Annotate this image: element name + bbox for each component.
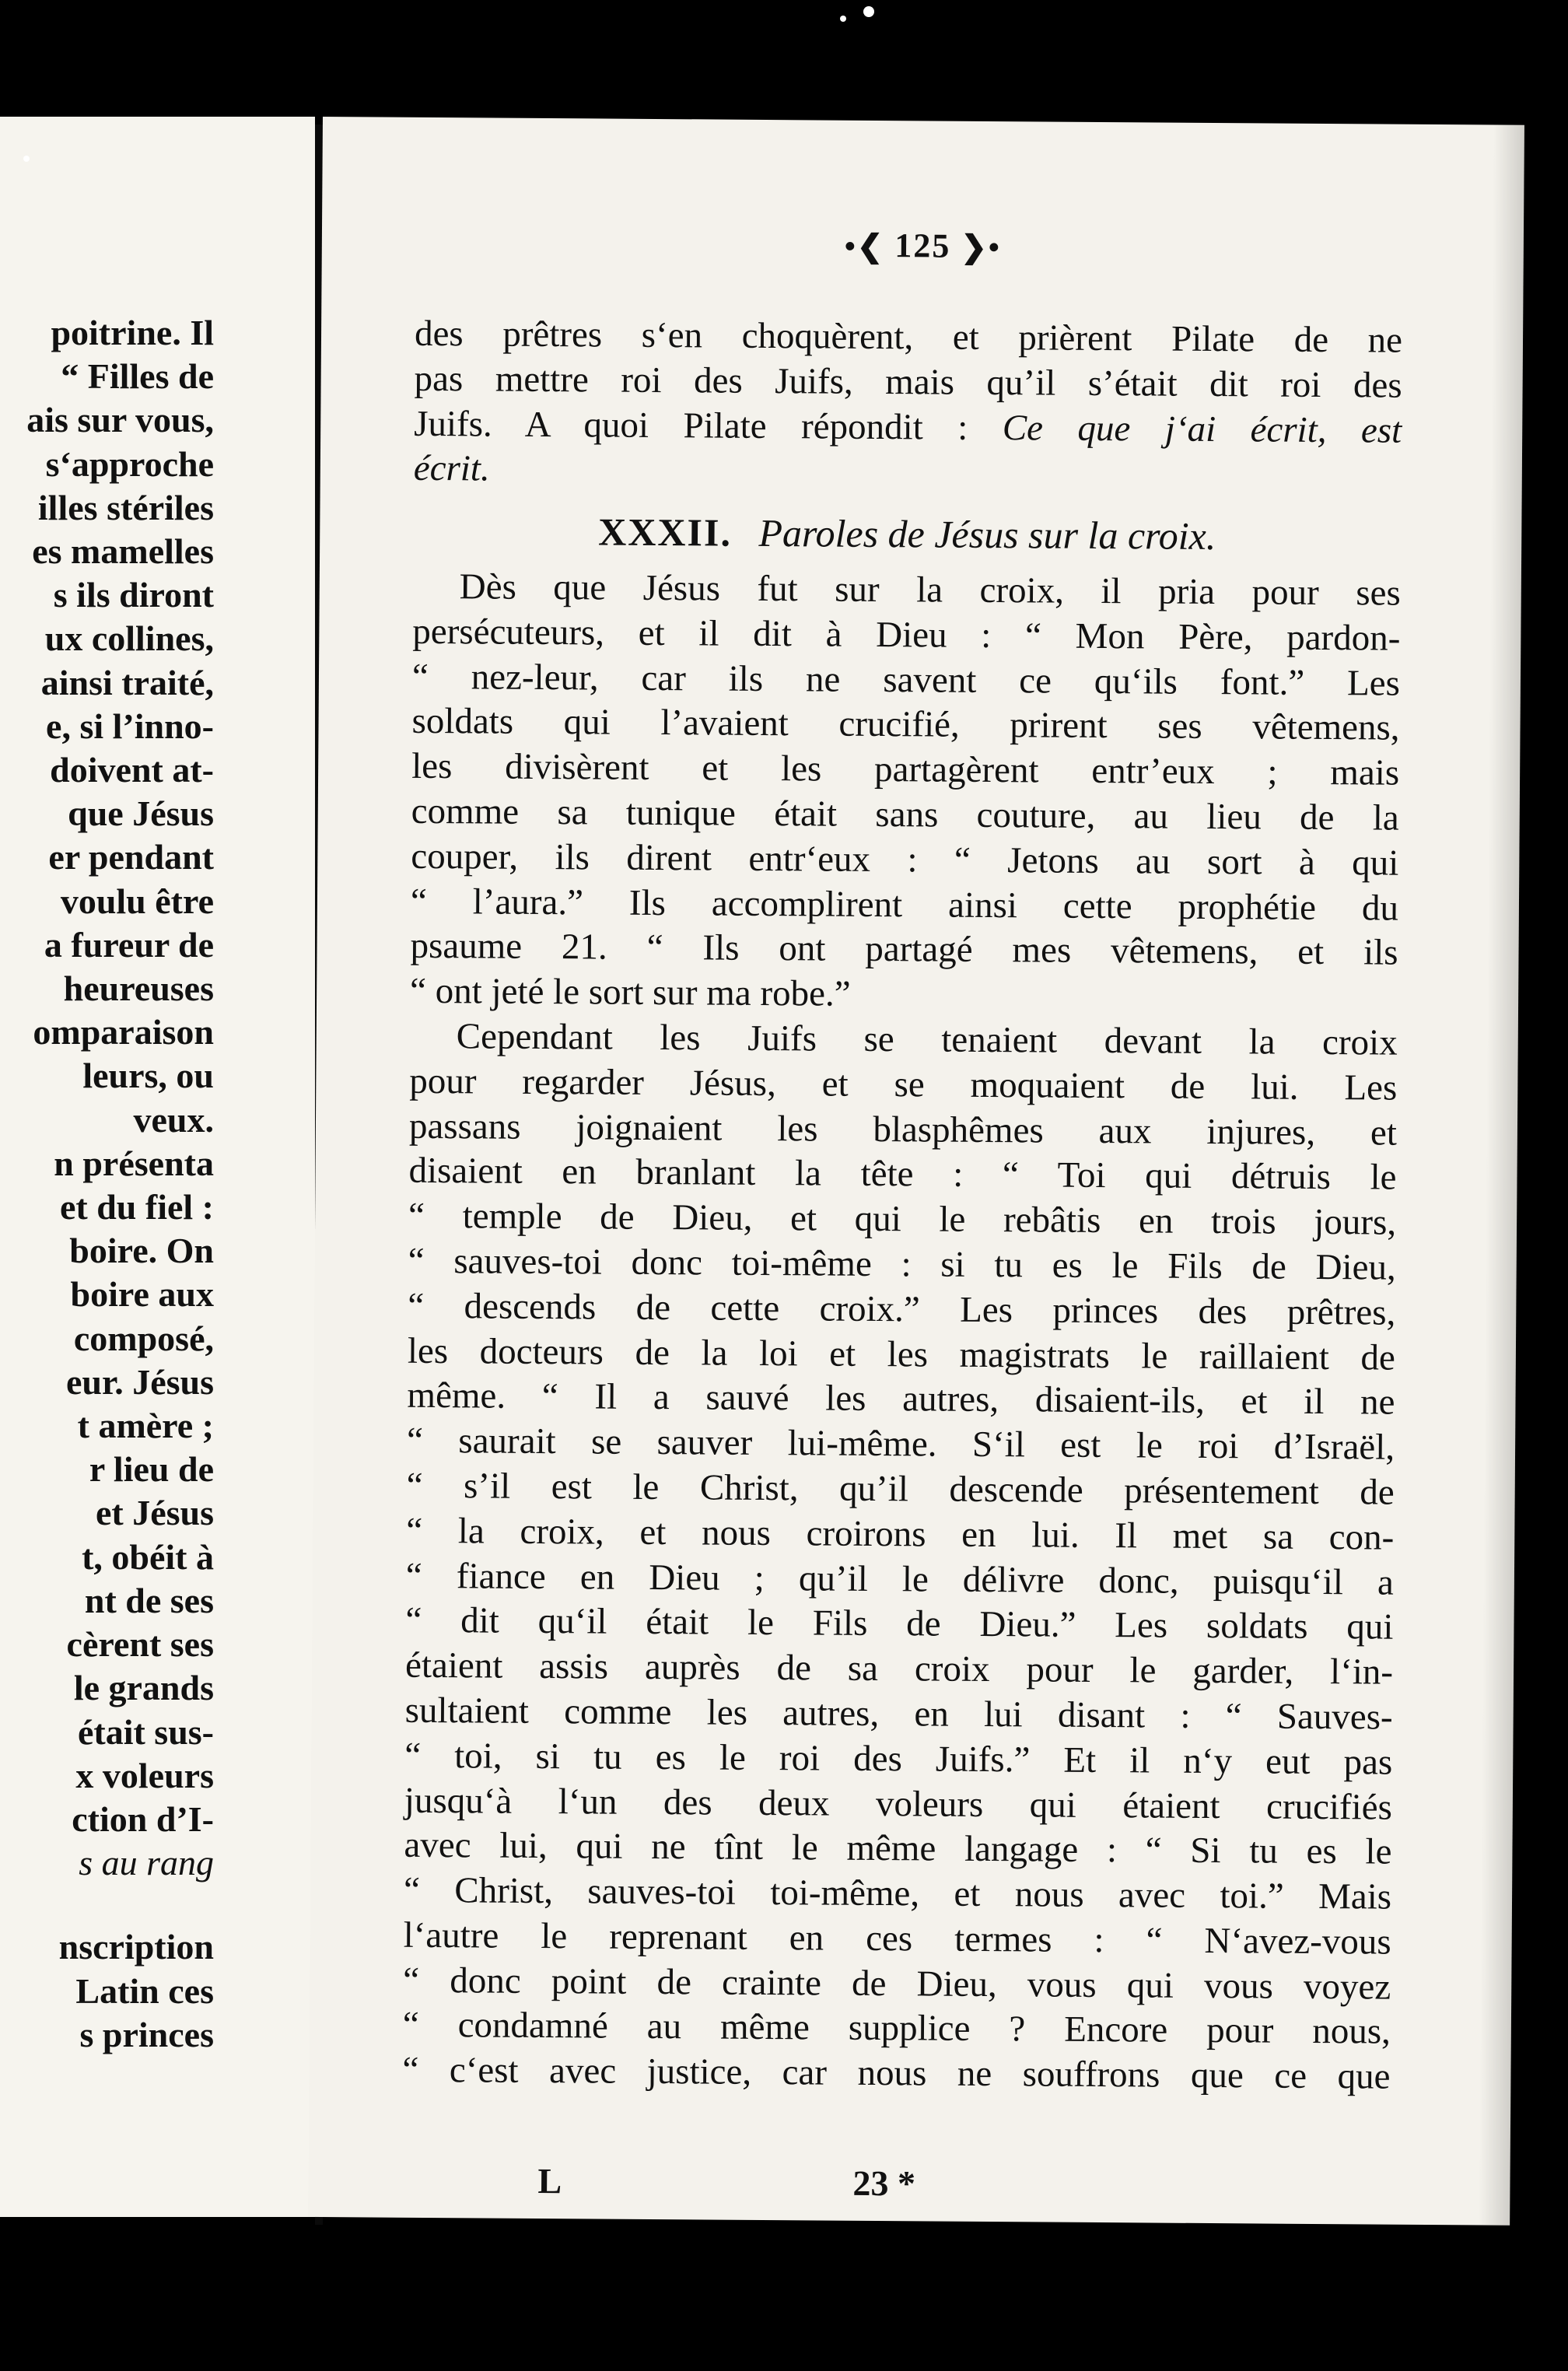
text-line: les divisèrent et les partagèrent entr’eux ; mais [411,745,1400,793]
text-line: s‘approche [45,443,214,484]
text-line: s ils diront [53,575,214,615]
scan-speck [863,6,874,17]
scan-speck [840,16,846,22]
text-line: “ toi, si tu es le roi des Juifs.” Et il n‘y eut pas [404,1735,1393,1783]
text-line: “ nez-leur, car ils ne savent ce qu‘ils font.” Les [411,656,1401,704]
text-line: Latin ces [75,1970,214,2011]
page-footer [402,2159,1390,2204]
text-line: t amère ; [77,1406,214,1446]
text-line: “ donc point de crainte de Dieu, vous qui vous voyez [403,1959,1391,2008]
text-line: omparaison [33,1012,214,1052]
text-line: jusqu‘à l‘un des deux voleurs qui étaient crucifiés [404,1780,1393,1828]
text-line: t, obéit à [82,1536,214,1577]
text-line: “ c‘est avec justice, car nous ne souffrons que ce que [402,2050,1391,2097]
text-line: boire. On [69,1231,214,1271]
text-line: leurs, ou [82,1056,214,1096]
text-line: poitrine. Il [51,313,214,352]
text-line: s au rang [79,1843,214,1883]
text-line: “ l’aura.” Ils accomplirent ainsi cette prophétie du [410,881,1399,929]
text-line: nscription [58,1927,214,1967]
page-number: 125 [894,226,951,265]
text-line: “ saurait se sauver lui-même. S‘il est le roi d’Israël, [406,1420,1395,1468]
text-line: “ fiance en Dieu ; qu’il le délivre donc, puisqu‘il a [405,1555,1395,1603]
text-line: l‘autre le reprenant en ces termes : “ N‘avez-vous [403,1914,1391,1963]
text-line: illes stériles [37,487,214,527]
quote-text: Ce que j‘ai écrit, est [1002,407,1402,451]
text-line: doivent at- [50,750,214,790]
text-line: était sus- [77,1711,214,1752]
sheet-mark: 23 * [852,2163,916,2204]
section-number: XXXII. [598,510,733,555]
text-line: cèrent ses [66,1624,214,1665]
text-line: “ dit qu‘il était le Fils de Dieu.” Les soldats qui [405,1600,1394,1648]
text-line: nt de ses [84,1580,214,1620]
text-line: eur. Jésus [66,1361,214,1402]
text-line: pas mettre roi des Juifs, mais qu’il s’était dit roi des [414,358,1402,406]
text-line: sultaient comme les autres, en lui disant : “ Sauves- [404,1690,1393,1738]
left-page-text [0,311,214,2057]
text-line: que Jésus [68,793,214,834]
text-line: le grands [73,1668,214,1708]
blank-line [0,1885,214,1925]
text-line: et du fiel : [59,1187,214,1228]
text-line: e, si l’inno- [46,706,214,746]
page-body [402,312,1402,2100]
text-line: ction d’I- [72,1798,214,1839]
text-line: passans joignaient les blasphêmes aux injures, et [408,1105,1398,1154]
text-line: “ Filles de [61,356,214,397]
text-line: avec lui, qui ne tînt le même langage : “ Si tu es le [404,1825,1392,1872]
ornament-left-icon: •❮ [844,228,885,264]
section-heading [413,509,1401,561]
signature-mark: L [537,2160,562,2201]
text-line: soldats qui l’avaient crucifié, prirent ses vêtemens, [411,701,1400,749]
text-line: et Jésus [95,1493,214,1533]
scan-speck [23,156,30,162]
text-line: pour regarder Jésus, et se moquaient de lui. Les [409,1060,1398,1108]
ornament-right-icon: ❯• [961,229,1002,265]
text-line: es mamelles [32,531,214,572]
text-line: r lieu de [89,1449,214,1490]
text-line: “ Christ, sauves-toi toi-même, et nous avec toi.” Mais [403,1869,1392,1917]
text-line [414,401,1402,454]
text-line: même. “ Il a sauvé les autres, disaient-ils, et il ne [407,1375,1395,1423]
text-line: disaient en branlant la tête : “ Toi qui détruis le [408,1150,1397,1199]
text-line: “ s’il est le Christ, qu’il descende présentement de [406,1465,1395,1513]
text-line: composé, [73,1318,214,1358]
text-line: er pendant [48,837,214,877]
text-line: “ ont jeté le sort sur ma robe.” [409,970,851,1014]
right-page [308,117,1524,2226]
text-line: couper, ils dirent entr‘eux : “ Jetons au sort à qui [411,835,1399,884]
text-line: n présenta [54,1143,214,1183]
text-line: “ condamné au même supplice ? Encore pour nous, [402,2005,1391,2053]
text-line: “ temple de Dieu, et qui le rebâtis en trois jours, [408,1195,1397,1243]
text-line: s princes [79,2014,214,2054]
text-line: “ descends de cette croix.” Les princes des prêtres, [408,1285,1396,1333]
text-line: heureuses [63,968,214,1009]
page-header [322,222,1524,270]
text-line: boire aux [70,1274,214,1315]
text-line: veux. [133,1099,214,1140]
text-line: des prêtres s‘en choquèrent, et prièrent Pilate de ne [414,313,1403,361]
text-line: les docteurs de la loi et les magistrats le raillaient de [407,1330,1396,1378]
text-line: ainsi traité, [40,662,214,702]
left-page [0,117,315,2217]
text-run: Juifs. A quoi Pilate répondit : [414,403,968,448]
text-line: persécuteurs, et il dit à Dieu : “ Mon Père, pardon- [412,611,1401,659]
text-line: psaume 21. “ Ils ont partagé mes vêtemens, et ils [410,926,1398,974]
text-line: Cependant les Juifs se tenaient devant la croix [456,1016,1398,1063]
quote-text: écrit. [413,448,490,489]
section-title: Paroles de Jésus sur la croix. [758,511,1216,559]
text-line: étaient assis auprès de sa croix pour le garder, l‘in- [404,1644,1394,1693]
text-line: comme sa tunique était sans couture, au lieu de la [411,790,1399,839]
text-line: a fureur de [44,924,214,965]
text-line: voulu être [60,881,214,921]
text-line: ux collines, [44,618,214,659]
page-edge-shadow [1479,125,1524,2226]
text-line: “ la croix, et nous croirons en lui. Il met sa con- [406,1510,1395,1558]
text-line: “ sauves-toi donc toi-même : si tu es le Fils de Dieu, [408,1240,1396,1288]
text-line: Dès que Jésus fut sur la croix, il pria pour ses [459,566,1401,614]
text-line: ais sur vous, [26,400,214,440]
text-line: x voleurs [75,1755,214,1795]
